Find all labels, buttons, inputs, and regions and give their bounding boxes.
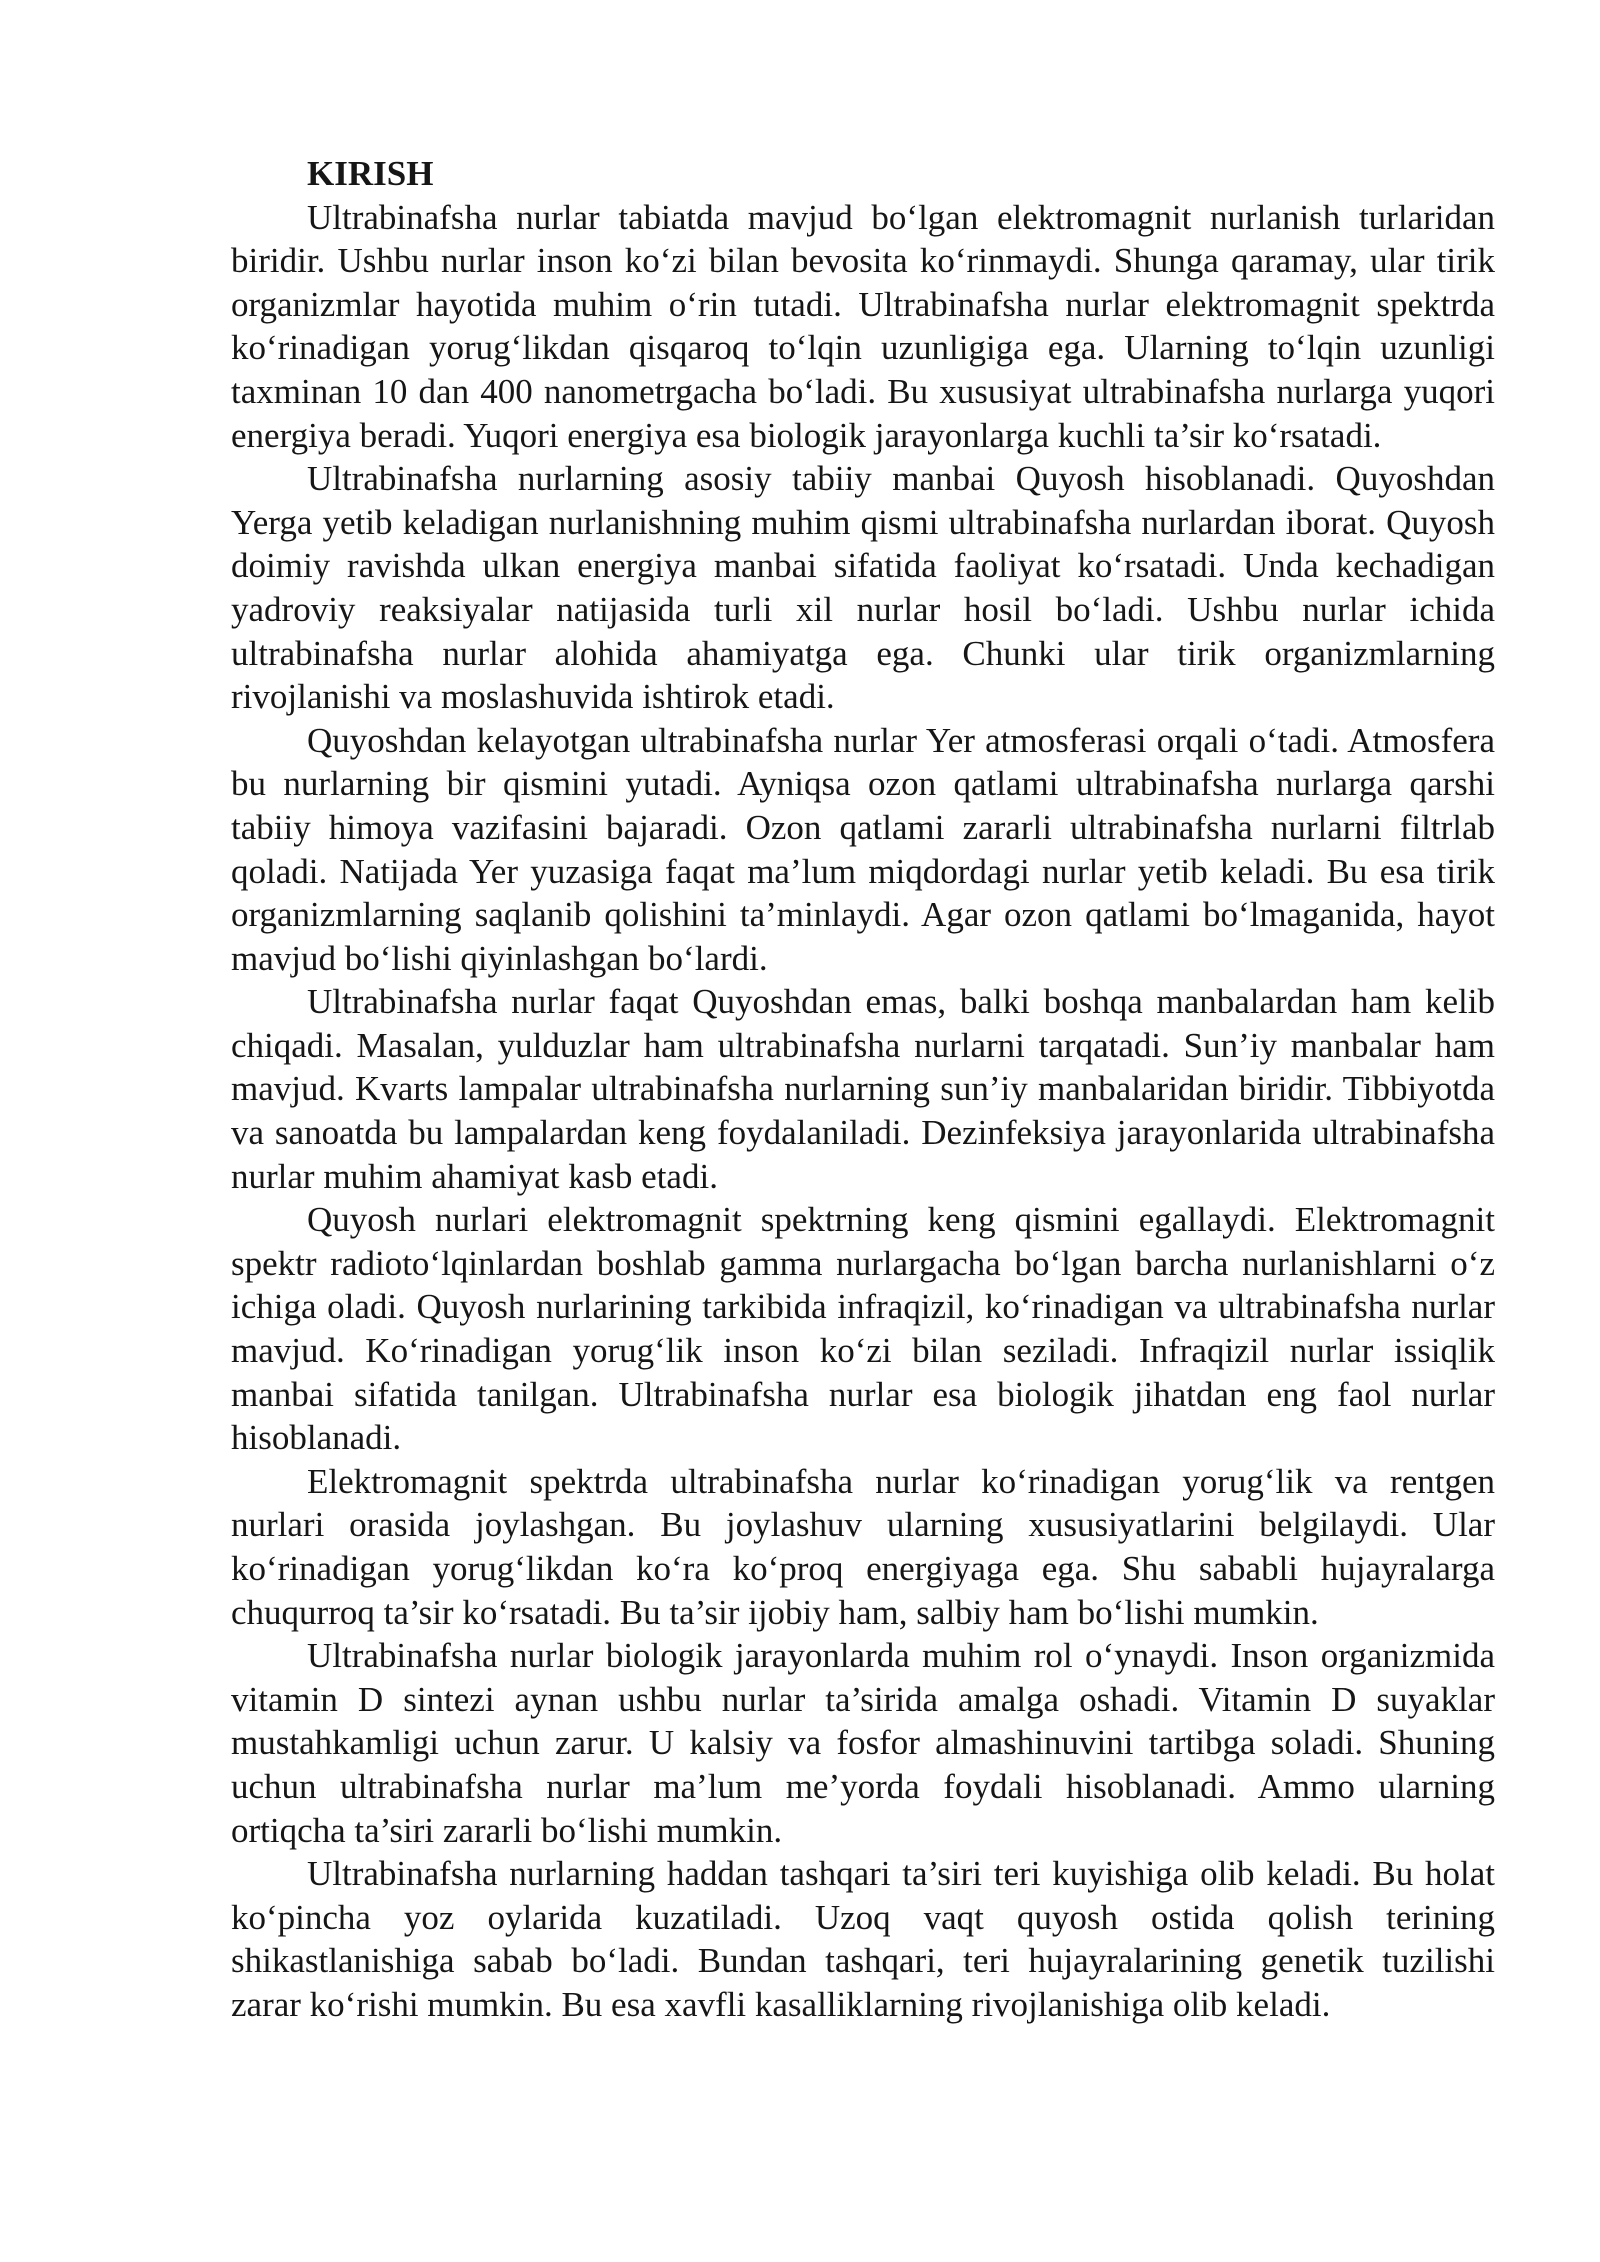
paragraph-7: Ultrabinafsha nurlar biologik jarayonlarda muhim rol o‘ynaydi. Inson organizmida vitamin D sintezi aynan ushbu nurlar ta’sirida amalga oshadi. Vitamin D suyaklar mustahkamligi uchun zarur. U kalsiy va fosfor almashinuvini tartibga soladi. Shuning uchun ultrabinafsha nurlar ma’lum me’yorda foydali hisoblanadi. Ammo ularning ortiqcha ta’siri zararli bo‘lishi mumkin. (231, 1636, 1495, 1850)
paragraph-6: Elektromagnit spektrda ultrabinafsha nurlar ko‘rinadigan yorug‘lik va rentgen nurlari orasida joylashgan. Bu joylashuv ularning xususiyatlarini belgilaydi. Ular ko‘rinadigan yorug‘likdan ko‘ra ko‘proq energiyaga ega. Shu sababli hujayralarga chuqurroq ta’sir ko‘rsatadi. Bu ta’sir ijobiy ham, salbiy ham bo‘lishi mumkin. (231, 1461, 1495, 1632)
paragraph-2: Ultrabinafsha nurlarning asosiy tabiiy manbai Quyosh hisoblanadi. Quyoshdan Yerga yetib keladigan nurlanishning muhim qismi ultrabinafsha nurlardan iborat. Quyosh doimiy ravishda ulkan energiya manbai sifatida faoliyat ko‘rsatadi. Unda kechadigan yadroviy reaksiyalar natijasida turli xil nurlar hosil bo‘ladi. Ushbu nurlar ichida ultrabinafsha nurlar alohida ahamiyatga ega. Chunki ular tirik organizmlarning rivojlanishi va moslashuvida ishtirok etadi. (231, 459, 1495, 717)
paragraph-1: Ultrabinafsha nurlar tabiatda mavjud bo‘lgan elektromagnit nurlanish turlaridan biridir. Ushbu nurlar inson ko‘zi bilan bevosita ko‘rinmaydi. Shunga qaramay, ular tirik organizmlar hayotida muhim o‘rin tutadi. Ultrabinafsha nurlar elektromagnit spektrda ko‘rinadigan yorug‘likdan qisqaroq to‘lqin uzunligiga ega. Ularning to‘lqin uzunligi taxminan 10 dan 400 nanometrgacha bo‘ladi. Bu xususiyat ultrabinafsha nurlarga yuqori energiya beradi. Yuqori energiya esa biologik jarayonlarga kuchli ta’sir ko‘rsatadi. (231, 197, 1495, 455)
paragraph-4: Ultrabinafsha nurlar faqat Quyoshdan emas, balki boshqa manbalardan ham kelib chiqadi. Masalan, yulduzlar ham ultrabinafsha nurlarni tarqatadi. Sun’iy manbalar ham mavjud. Kvarts lampalar ultrabinafsha nurlarning sun’iy manbalaridan biridir. Tibbiyotda va sanoatda bu lampalardan keng foydalaniladi. Dezinfeksiya jarayonlarida ultrabinafsha nurlar muhim ahamiyat kasb etadi. (231, 982, 1495, 1196)
document-page (231, 152, 1495, 2027)
paragraph-3: Quyoshdan kelayotgan ultrabinafsha nurlar Yer atmosferasi orqali o‘tadi. Atmosfera bu nurlarning bir qismini yutadi. Ayniqsa ozon qatlami ultrabinafsha nurlarga qarshi tabiiy himoya vazifasini bajaradi. Ozon qatlami zararli ultrabinafsha nurlarni filtrlab qoladi. Natijada Yer yuzasiga faqat ma’lum miqdordagi nurlar yetib keladi. Bu esa tirik organizmlarning saqlanib qolishini ta’minlaydi. Agar ozon qatlami bo‘lmaganida, hayot mavjud bo‘lishi qiyinlashgan bo‘lardi. (231, 720, 1495, 978)
paragraph-8: Ultrabinafsha nurlarning haddan tashqari ta’siri teri kuyishiga olib keladi. Bu holat ko‘pincha yoz oylarida kuzatiladi. Uzoq vaqt quyosh ostida qolish terining shikastlanishiga sabab bo‘ladi. Bundan tashqari, teri hujayralarining genetik tuzilishi zarar ko‘rishi mumkin. Bu esa xavfli kasalliklarning rivojlanishiga olib keladi. (231, 1854, 1495, 2024)
section-heading: KIRISH (307, 154, 434, 193)
paragraph-5: Quyosh nurlari elektromagnit spektrning keng qismini egallaydi. Elektromagnit spektr radioto‘lqinlardan boshlab gamma nurlargacha bo‘lgan barcha nurlanishlarni o‘z ichiga oladi. Quyosh nurlarining tarkibida infraqizil, ko‘rinadigan va ultrabinafsha nurlar mavjud. Ko‘rinadigan yorug‘lik inson ko‘zi bilan seziladi. Infraqizil nurlar issiqlik manbai sifatida tanilgan. Ultrabinafsha nurlar esa biologik jihatdan eng faol nurlar hisoblanadi. (231, 1200, 1495, 1458)
